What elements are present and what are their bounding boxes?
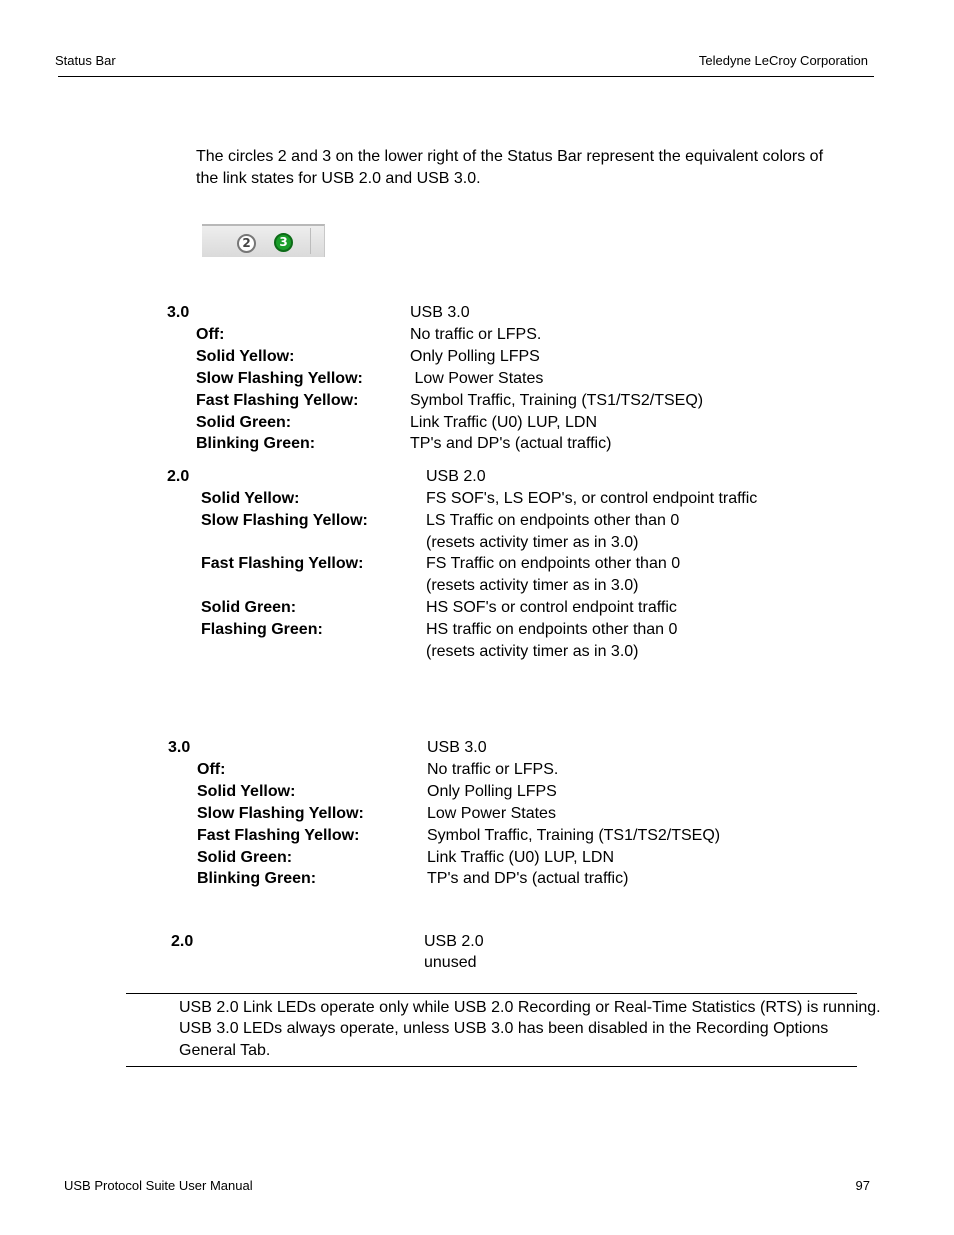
note-top-rule: [126, 993, 857, 994]
s1-usb30-label: Off:: [196, 326, 225, 343]
s2-usb30-label: Solid Yellow:: [197, 783, 296, 800]
running-header-company: Teledyne LeCroy Corporation: [698, 53, 868, 68]
s2-usb30-heading: 3.0: [168, 739, 191, 756]
s1-usb30-label: Blinking Green:: [196, 435, 316, 452]
s2-usb30-label: Slow Flashing Yellow:: [197, 805, 364, 822]
s2-usb30-label: Blinking Green:: [197, 870, 317, 887]
header-rule: [58, 76, 874, 77]
s1-usb20-label: Flashing Green:: [201, 621, 323, 638]
s2-usb30-heading-value: USB 3.0: [427, 739, 487, 756]
intro-line-1: The circles 2 and 3 on the lower right of the Status Bar represent the equivalent colors of: [196, 148, 824, 165]
s1-usb20-value: HS traffic on endpoints other than 0: [426, 621, 678, 638]
note-line-1: USB 2.0 Link LEDs operate only while USB 2.0 Recording or Real-Time Statistics (RTS) is running.: [179, 999, 881, 1016]
s1-usb30-label: Solid Green:: [196, 414, 292, 431]
s2-usb30-value: Low Power States: [427, 805, 556, 822]
status-bar-image: [202, 224, 325, 257]
s1-usb20-heading-value: USB 2.0: [426, 468, 486, 485]
s2-usb20-heading-value: USB 2.0: [424, 933, 484, 950]
s2-usb20-value: unused: [424, 954, 477, 971]
s1-usb20-heading: 2.0: [167, 468, 190, 485]
s1-usb20-value: LS Traffic on endpoints other than 0: [426, 512, 680, 529]
footer-manual-title: USB Protocol Suite User Manual: [64, 1178, 253, 1193]
s2-usb30-value: Symbol Traffic, Training (TS1/TS2/TSEQ): [427, 827, 721, 844]
s1-usb30-label: Fast Flashing Yellow:: [196, 392, 359, 409]
s1-usb20-label: Solid Yellow:: [201, 490, 300, 507]
s2-usb30-label: Solid Green:: [197, 849, 293, 866]
link-circle-3-icon: 3: [274, 233, 293, 252]
running-header-section: Status Bar: [55, 53, 116, 68]
s2-usb30-value: Only Polling LFPS: [427, 783, 557, 800]
s1-usb30-heading-value: USB 3.0: [410, 304, 470, 321]
s2-usb30-value: No traffic or LFPS.: [427, 761, 559, 778]
s1-usb20-value: FS SOF's, LS EOP's, or control endpoint traffic: [426, 490, 758, 507]
s1-usb20-value-cont: (resets activity timer as in 3.0): [426, 577, 639, 594]
page-number: 97: [855, 1178, 870, 1193]
s1-usb20-label: Slow Flashing Yellow:: [201, 512, 368, 529]
s1-usb30-value: Link Traffic (U0) LUP, LDN: [410, 414, 598, 431]
link-circle-2-icon: 2: [237, 234, 256, 253]
s2-usb30-label: Fast Flashing Yellow:: [197, 827, 360, 844]
note-bottom-rule: [126, 1066, 857, 1067]
s1-usb30-value: TP's and DP's (actual traffic): [410, 435, 612, 452]
s2-usb30-value: TP's and DP's (actual traffic): [427, 870, 629, 887]
s1-usb30-value: No traffic or LFPS.: [410, 326, 542, 343]
s1-usb20-label: Fast Flashing Yellow:: [201, 555, 364, 572]
s2-usb20-heading: 2.0: [171, 933, 194, 950]
s1-usb20-value: FS Traffic on endpoints other than 0: [426, 555, 681, 572]
s1-usb30-heading: 3.0: [167, 304, 190, 321]
s1-usb20-value-cont: (resets activity timer as in 3.0): [426, 534, 639, 551]
s1-usb30-value: Low Power States: [410, 370, 544, 387]
s1-usb30-value: Only Polling LFPS: [410, 348, 540, 365]
note-line-3: General Tab.: [179, 1042, 271, 1059]
s2-usb30-value: Link Traffic (U0) LUP, LDN: [427, 849, 615, 866]
s1-usb30-label: Slow Flashing Yellow:: [196, 370, 363, 387]
s2-usb30-label: Off:: [197, 761, 226, 778]
status-bar-divider: [310, 228, 311, 254]
s1-usb20-value-cont: (resets activity timer as in 3.0): [426, 643, 639, 660]
s1-usb20-label: Solid Green:: [201, 599, 297, 616]
note-line-2: USB 3.0 LEDs always operate, unless USB 3.0 has been disabled in the Recording Options: [179, 1020, 829, 1037]
s1-usb30-value: Symbol Traffic, Training (TS1/TS2/TSEQ): [410, 392, 704, 409]
intro-line-2: the link states for USB 2.0 and USB 3.0.: [196, 170, 481, 187]
s1-usb30-label: Solid Yellow:: [196, 348, 295, 365]
s1-usb20-value: HS SOF's or control endpoint traffic: [426, 599, 677, 616]
